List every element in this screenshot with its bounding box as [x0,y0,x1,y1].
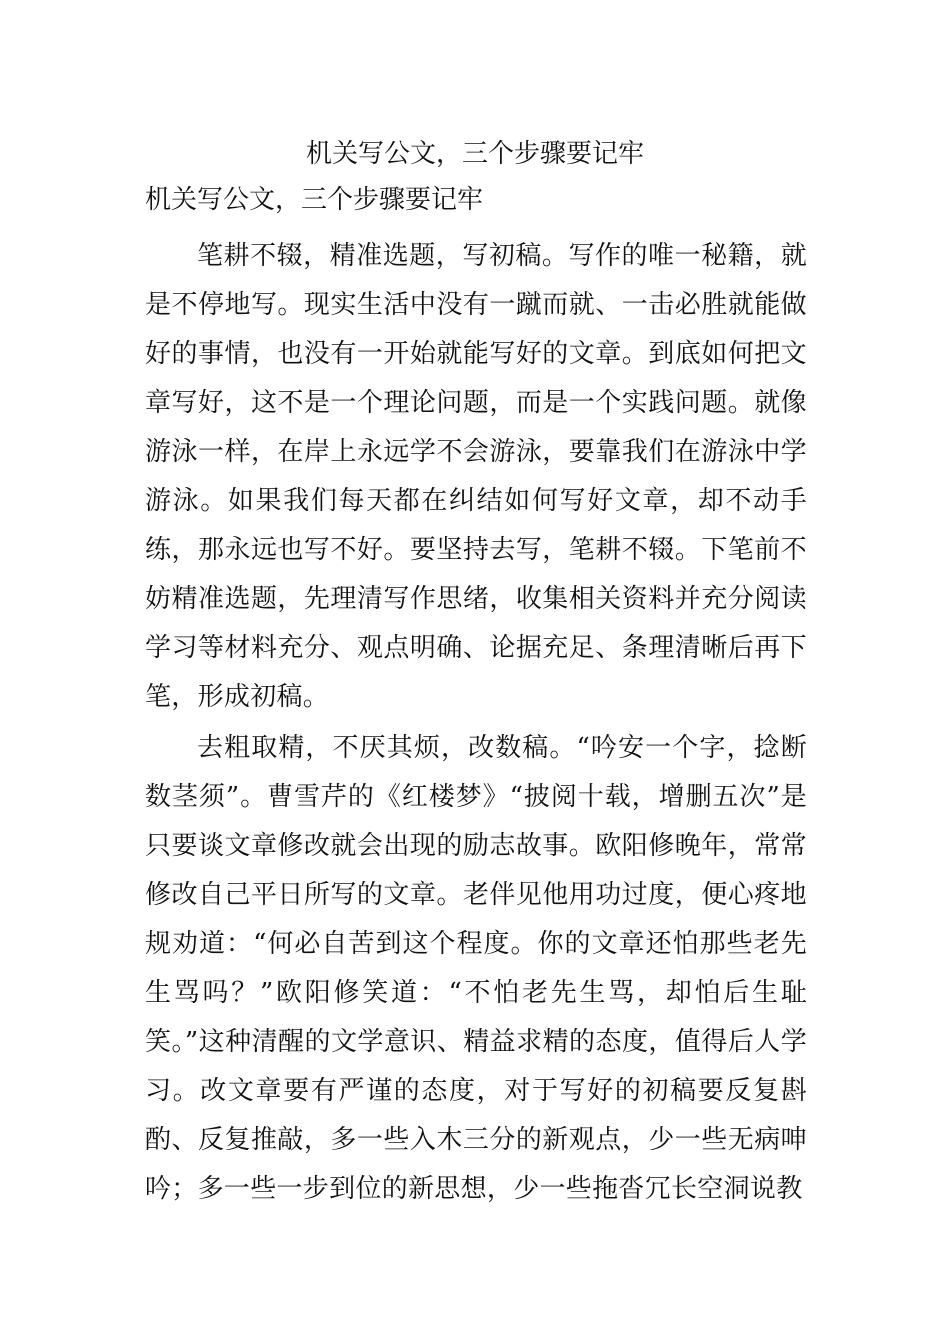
paragraph-1: 笔耕不辍，精准选题，写初稿。写作的唯一秘籍，就是不停地写。现实生活中没有一蹴而就、一击必胜就能做好的事情，也没有一开始就能写好的文章。到底如何把文章写好，这不是一个理论问题，而是一个实践问题。就像游泳一样，在岸上永远学不会游泳，要靠我们在游泳中学游泳。如果我们每天都在纠结如何写好文章，却不动手练，那永远也写不好。要坚持去写，笔耕不辍。下笔前不妨精准选题，先理清写作思绪，收集相关资料并充分阅读学习等材料充分、观点明确、论据充足、条理清晰后再下笔，形成初稿。 [145,241,807,712]
paragraph-2: 去粗取精，不厌其烦，改数稿。“吟安一个字，捻断数茎须”。曹雪芹的《红楼梦》“披阅十载，增删五次”是只要谈文章修改就会出现的励志故事。欧阳修晚年，常常修改自己平日所写的文章。老伴见他用功过度，便心疼地规劝道：“何必自苦到这个程度。你的文章还怕那些老先生骂吗？”欧阳修笑道：“不怕老先生骂，却怕后生耻笑。”这种清醒的文学意识、精益求精的态度，值得后人学习。改文章要有严谨的态度，对于写好的初稿要反复斟酌、反复推敲，多一些入木三分的新观点，少一些无病呻吟；多一些一步到位的新思想，少一些拖沓冗长空洞说教 [145,733,807,1204]
document-title: 机关写公文，三个步骤要记牢 [305,139,644,169]
document-subtitle: 机关写公文，三个步骤要记牢 [145,185,484,215]
document-body [145,180,807,1216]
